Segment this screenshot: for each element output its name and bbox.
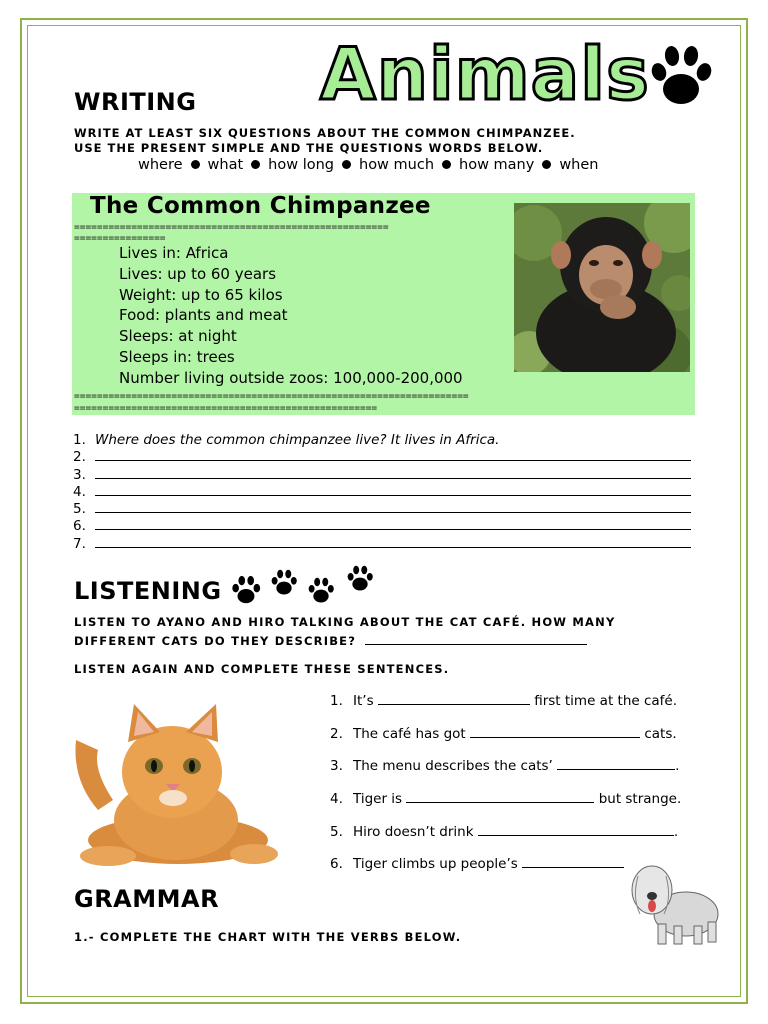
list-item xyxy=(330,725,681,758)
separator-line: ======================================================= xyxy=(74,222,389,233)
example-question: Where does the common chimpanzee live? It lives in Africa. xyxy=(95,432,500,448)
answer-blank[interactable] xyxy=(378,692,530,705)
list-item xyxy=(330,823,681,856)
list-item xyxy=(330,757,681,790)
sentence-start: Tiger is xyxy=(353,791,403,808)
sentence-start: Tiger climbs up people’s xyxy=(353,856,518,873)
page-title: Animals xyxy=(320,32,650,116)
list-item[interactable] xyxy=(73,517,691,534)
item-number: 2. xyxy=(73,449,86,466)
question-word: how many xyxy=(459,157,535,173)
bullet-dot-icon xyxy=(191,160,200,169)
chimpanzee-photo xyxy=(514,203,690,372)
sentence-start: The café has got xyxy=(353,725,466,742)
cat-photo xyxy=(68,700,280,870)
answer-blank[interactable] xyxy=(470,725,640,738)
listening-instruction-1a: LISTEN TO AYANO AND HIRO TALKING ABOUT THE CAT CAFÉ. HOW MANY xyxy=(74,615,616,629)
fact-item: Food: plants and meat xyxy=(119,306,288,325)
list-item xyxy=(73,432,691,448)
question-word: how much xyxy=(359,157,435,173)
item-number: 1. xyxy=(330,693,343,709)
sentence-start: Hiro doesn’t drink xyxy=(353,823,474,840)
fact-item: Weight: up to 65 kilos xyxy=(119,285,283,304)
sentence-start: The menu describes the cats’ xyxy=(353,758,553,775)
item-number: 5. xyxy=(73,501,86,518)
question-word: where xyxy=(138,157,183,173)
list-item[interactable] xyxy=(73,483,691,500)
question-word: how long xyxy=(268,157,334,173)
answer-blank[interactable] xyxy=(95,466,691,479)
answer-blank[interactable] xyxy=(95,483,691,496)
list-item xyxy=(330,790,681,823)
list-item[interactable] xyxy=(73,535,691,552)
answer-blank[interactable] xyxy=(406,790,594,803)
answer-blank[interactable] xyxy=(522,855,624,868)
answer-blank[interactable] xyxy=(365,634,587,645)
fact-item: Number living outside zoos: 100,000-200,000 xyxy=(119,368,463,387)
bullet-dot-icon xyxy=(251,160,260,169)
sentence-start: It’s xyxy=(353,693,374,709)
question-word: when xyxy=(559,157,599,173)
answer-blank[interactable] xyxy=(95,448,691,461)
item-number: 7. xyxy=(73,535,86,552)
paw-print-icon xyxy=(268,568,300,597)
paw-print-icon xyxy=(228,574,264,606)
item-number: 3. xyxy=(330,758,343,775)
sentence-end: but strange. xyxy=(598,791,682,808)
answer-blank[interactable] xyxy=(557,757,675,770)
paw-print-icon xyxy=(646,42,716,110)
answer-blank[interactable] xyxy=(95,500,691,513)
listening-heading: LISTENING xyxy=(74,577,222,605)
list-item[interactable] xyxy=(73,448,691,465)
bullet-dot-icon xyxy=(542,160,551,169)
question-words xyxy=(138,157,599,173)
fact-list xyxy=(119,243,463,389)
writing-heading: WRITING xyxy=(74,88,197,116)
separator-line: ===================================================== xyxy=(74,403,378,414)
grammar-instruction: 1.- COMPLETE THE CHART WITH THE VERBS BELOW. xyxy=(74,930,462,944)
writing-instruction-2: USE THE PRESENT SIMPLE AND THE QUESTIONS WORDS BELOW. xyxy=(74,141,544,155)
item-number: 4. xyxy=(330,791,343,808)
sentence-end: first time at the café. xyxy=(534,693,678,709)
sentence-end: . xyxy=(675,758,680,775)
fact-box-title: The Common Chimpanzee xyxy=(90,193,431,219)
answer-blank[interactable] xyxy=(95,517,691,530)
fact-item: Sleeps: at night xyxy=(119,327,237,346)
answer-blank[interactable] xyxy=(478,823,674,836)
bullet-dot-icon xyxy=(442,160,451,169)
paw-print-icon xyxy=(305,576,337,605)
list-item xyxy=(330,692,681,725)
fact-item: Lives in: Africa xyxy=(119,244,229,262)
separator-line: ===================================================================== xyxy=(74,391,469,402)
fact-item: Sleeps in: trees xyxy=(119,347,235,366)
bullet-dot-icon xyxy=(342,160,351,169)
sheepdog-illustration xyxy=(628,858,720,948)
item-number: 3. xyxy=(73,466,86,483)
list-item[interactable] xyxy=(73,466,691,483)
sentence-end: cats. xyxy=(644,725,677,742)
item-number: 4. xyxy=(73,483,86,500)
separator-line: ================ xyxy=(74,233,166,244)
fact-item: Lives: up to 60 years xyxy=(119,264,277,283)
item-number: 2. xyxy=(330,725,343,742)
question-word: what xyxy=(207,157,244,173)
item-number: 6. xyxy=(73,518,86,535)
list-item[interactable] xyxy=(73,500,691,517)
answer-blank[interactable] xyxy=(95,535,691,548)
listening-instruction-2: LISTEN AGAIN AND COMPLETE THESE SENTENCES. xyxy=(74,662,450,676)
questions-list xyxy=(73,432,691,552)
item-number: 1. xyxy=(73,432,86,448)
paw-print-icon xyxy=(344,564,376,593)
instruction-text: DIFFERENT CATS DO THEY DESCRIBE? xyxy=(74,634,357,648)
grammar-heading: GRAMMAR xyxy=(74,885,220,913)
item-number: 6. xyxy=(330,856,343,873)
writing-instruction-1: WRITE AT LEAST SIX QUESTIONS ABOUT THE COMMON CHIMPANZEE. xyxy=(74,126,576,140)
sentence-end: . xyxy=(673,823,679,840)
listening-instruction-1b xyxy=(74,634,587,648)
item-number: 5. xyxy=(330,823,343,840)
